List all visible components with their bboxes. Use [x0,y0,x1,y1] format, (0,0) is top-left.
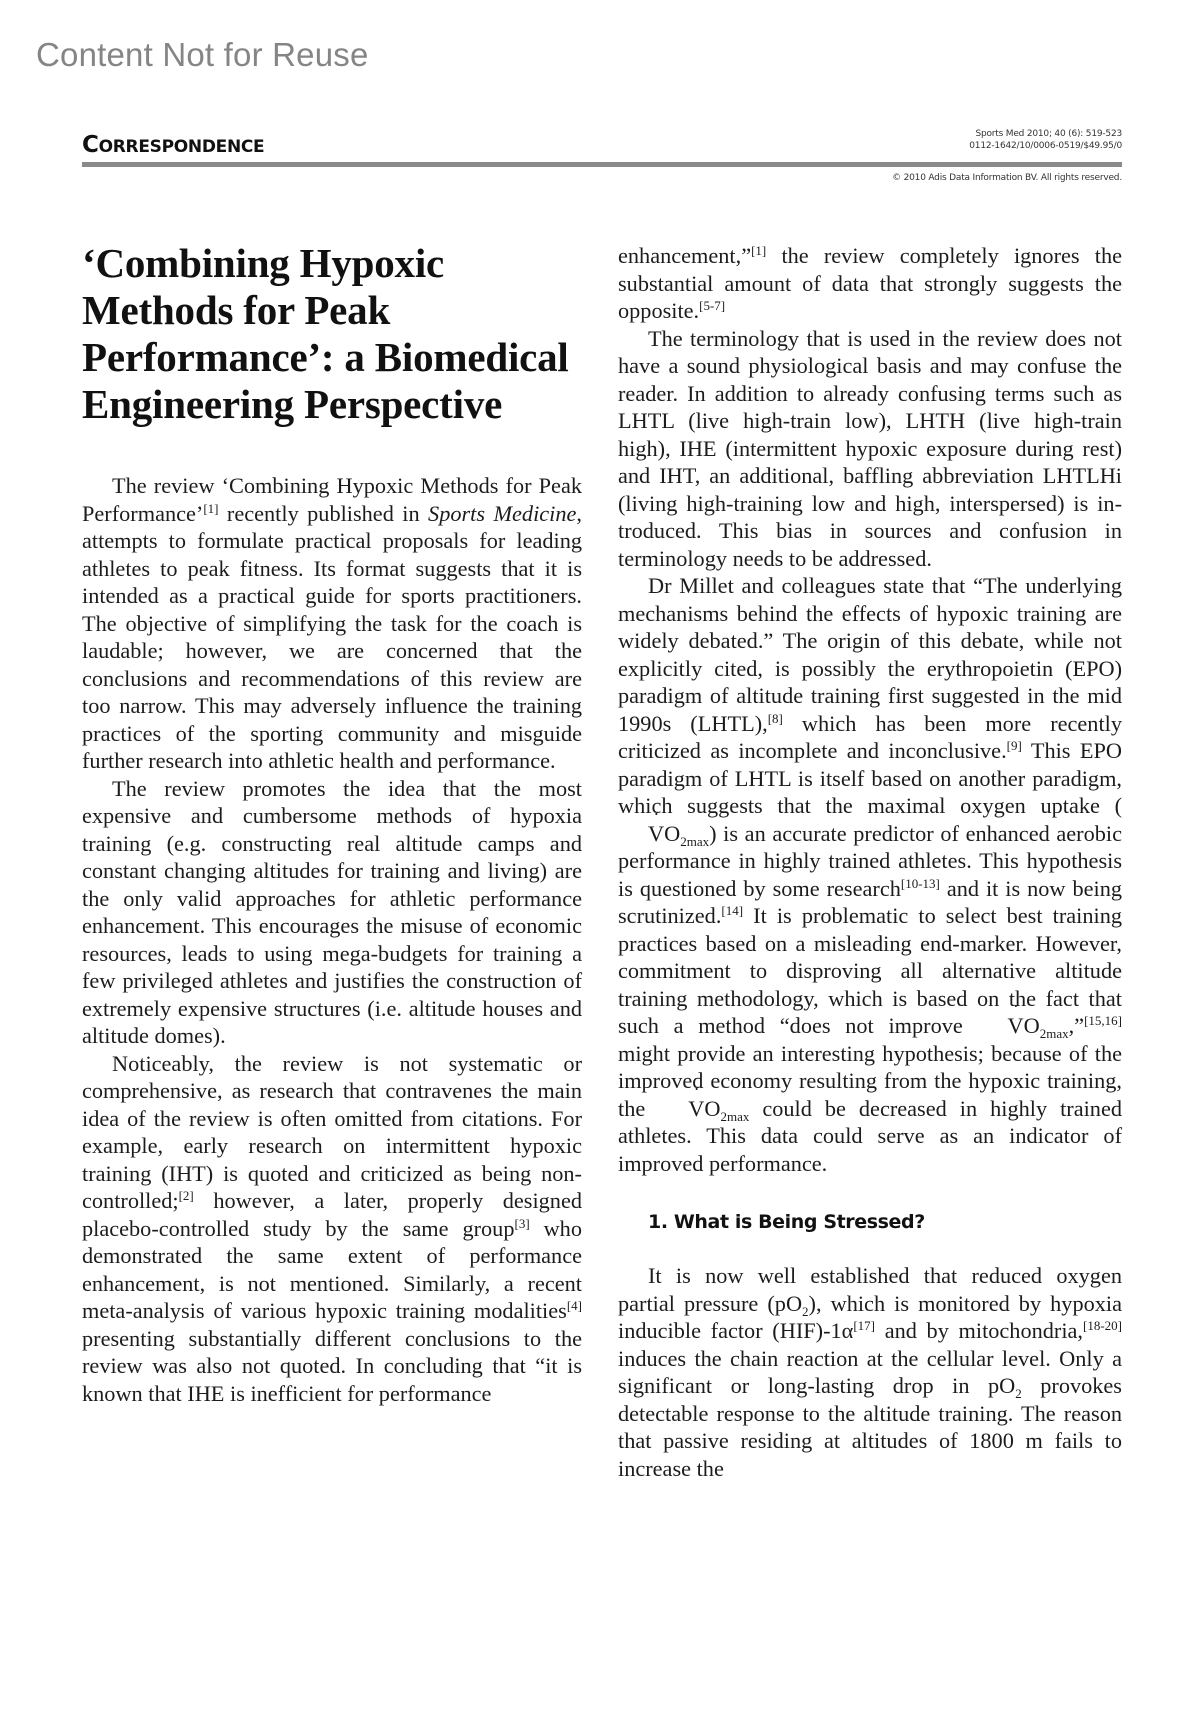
text-run: Noticeably, the review is not systematic or comprehensive, as research that contravenes the main idea of the review is often omitted from citations. For example, early research on intermittent hypoxic training (IHT) is quoted and criticized as being non-controlled; [82,1050,582,1213]
citation-ref-5-7[interactable]: [5-7] [699,298,726,313]
running-head [82,128,1122,188]
vo2max-symbol [658,1095,749,1123]
text-run: enhancement,” [618,243,752,268]
text-run: Dr Millet and colleagues state that “The underlying mechanisms behind the effects of hypoxic training are widely debated.” The origin of this debate, while not explicitly cited, is possibly the erythropoietin (EPO) paradigm of altitude training first suggested in the mid 1990s (LHTL), [618,573,1122,736]
text-run: VO [688,1095,721,1121]
header-rule [82,162,1122,167]
issn-line: 0112-1642/10/0006-0519/$49.95/0 [969,141,1122,151]
subscript: 2max [720,1108,750,1124]
journal-name: Sports Medicine [428,500,577,526]
text-run: who demonstrated the same extent of performance enhancement, is not mentioned. Similarly, a recent meta-analysis of various hypoxic training modalities [82,1215,582,1323]
text-run: recently published in [218,500,429,526]
copyright-notice: © 2010 Adis Data Information BV. All rights reserved. [892,173,1122,183]
citation-ref-15-16[interactable]: [15,16] [1084,1013,1122,1028]
citation-ref-3[interactable]: [3] [514,1215,530,1231]
subscript: 2max [1039,1026,1069,1041]
subscript: 2 [802,1303,809,1319]
citation-ref-17[interactable]: [17] [853,1318,876,1333]
text-run: might provide an interesting hypothesis; because of the improved economy resulting from the hypoxic training, the [618,1040,1122,1121]
citation-ref-8[interactable]: [8] [767,710,783,726]
subscript: 2 [1015,1386,1022,1401]
citation-ref-9[interactable]: [9] [1006,738,1022,753]
text-run: provokes detectable response to the altitude training. The reason that passive residing at altitudes of 1800 m fails to increase the [618,1373,1122,1481]
citation-ref-14[interactable]: [14] [721,903,744,918]
text-run: presenting substantially different conclusions to the review was also not quoted. In concluding that “it is known that IHE is inefficient for performance [82,1325,582,1406]
watermark-text: Content Not for Reuse [36,36,369,73]
citation-ref-1[interactable]: [1] [203,500,219,516]
paragraph-not-systematic [82,1050,582,1408]
text-run: and it is now being scrutinized. [618,875,1122,928]
journal-citation: Sports Med 2010; 40 (6): 519-523 [975,129,1122,139]
section-label-initial: C [82,132,99,158]
text-run: ), which is monitored by hypoxia inducible factor (HIF)-1α [618,1290,1122,1343]
text-run: and by mitochondria, [875,1318,1083,1343]
vo2max-symbol [977,1012,1068,1040]
text-run: VO [648,820,681,846]
subscript: 2max [680,833,710,849]
right-column [618,242,1122,1482]
paragraph-oxygen-pressure [618,1262,1122,1482]
text-run: ,” [1068,1013,1085,1038]
journal-info [969,128,1122,152]
text-run: induces the chain reaction at the cellular level. Only a significant or long-lasting drop in pO [618,1345,1122,1398]
citation-ref-4[interactable]: [4] [566,1298,582,1313]
text-run: the review completely ignores the substantial amount of data that strongly suggests the opposite. [618,243,1122,323]
text-run: It is problematic to select best training practices based on a misleading end-marker. However, commitment to disproving all alternative altitude training methodology, which is based on the fact that such a method “does not improve [618,903,1122,1038]
text-run: It is now well established that reduced oxygen partial pressure (pO [618,1263,1122,1316]
text-run: This EPO paradigm of LHTL is itself based on another paradigm, which suggests that the maximal oxygen uptake ( [618,738,1122,818]
paragraph-terminology: The terminology that is used in the review does not have a sound physiological basis and may confuse the reader. In addition to already confusing terms such as LHTL (live high-train low), LHTH (live high-train high), IHE (intermittent hypoxic exposure during rest) and IHT, an additional, baffling abbreviation LHTLHi (living high-training low and high, interspersed) is introduced. This bias in sources and confusion in terminology needs to be addressed. [618,325,1122,571]
citation-ref-18-20[interactable]: [18-20] [1083,1318,1122,1333]
article-title: ‘Combining Hypoxic Methods for Peak Performance’: a Biomedical Engineering Perspective [82,240,569,427]
paragraph-mechanisms [618,572,1122,1177]
paragraph-continued [618,242,1122,325]
left-column [82,240,582,1407]
section-label-rest: ORRESPONDENCE [98,137,265,157]
citation-ref-10-13[interactable]: [10-13] [900,875,940,891]
text-run: however, a later, properly designed placebo-controlled study by the same group [82,1188,582,1241]
text-run: ) is an accurate predictor of enhanced aerobic performance in highly trained athletes. This hypothesis is questioned by some research [618,820,1122,901]
text-run: VO [1007,1013,1040,1038]
text-run: could be decreased in highly trained athletes. This data could serve as an indicator of improved performance. [618,1095,1122,1176]
citation-ref-1[interactable]: [1] [751,243,767,258]
text-run: The review ‘Combining Hypoxic Methods for Peak Performance’ [82,473,582,526]
section-label [82,132,264,158]
paragraph-intro [82,472,582,775]
section-heading: 1. What is Being Stressed? [648,1211,925,1233]
text-run: , attempts to formulate practical proposals for leading athletes to peak fitness. Its format suggests that it is intended as a practical guide for sports practitioners. The objective of simplifying the task for the coach is laudable; however, we are concerned that the conclusions and recommendations of this review are too narrow. This may adversely influence the training practices of the sporting community and misguide further research into athletic health and performance. [82,500,582,773]
citation-ref-2[interactable]: [2] [178,1188,194,1203]
paragraph-expensive-methods: The review promotes the idea that the most expensive and cumbersome methods of hypoxia training (e.g. constructing real altitude camps and constant changing altitudes for training and living) are the only valid approaches for athletic performance enhancement. This encourages the misuse of economic resources, leads to using mega-budgets for training a few privileged athletes and justifies the construction of extremely expensive structures (i.e. altitude houses and altitude domes). [82,775,582,1048]
text-run: which has been more recently criticized as incomplete and inconclusive. [618,710,1122,763]
vo2max-symbol [618,820,709,848]
